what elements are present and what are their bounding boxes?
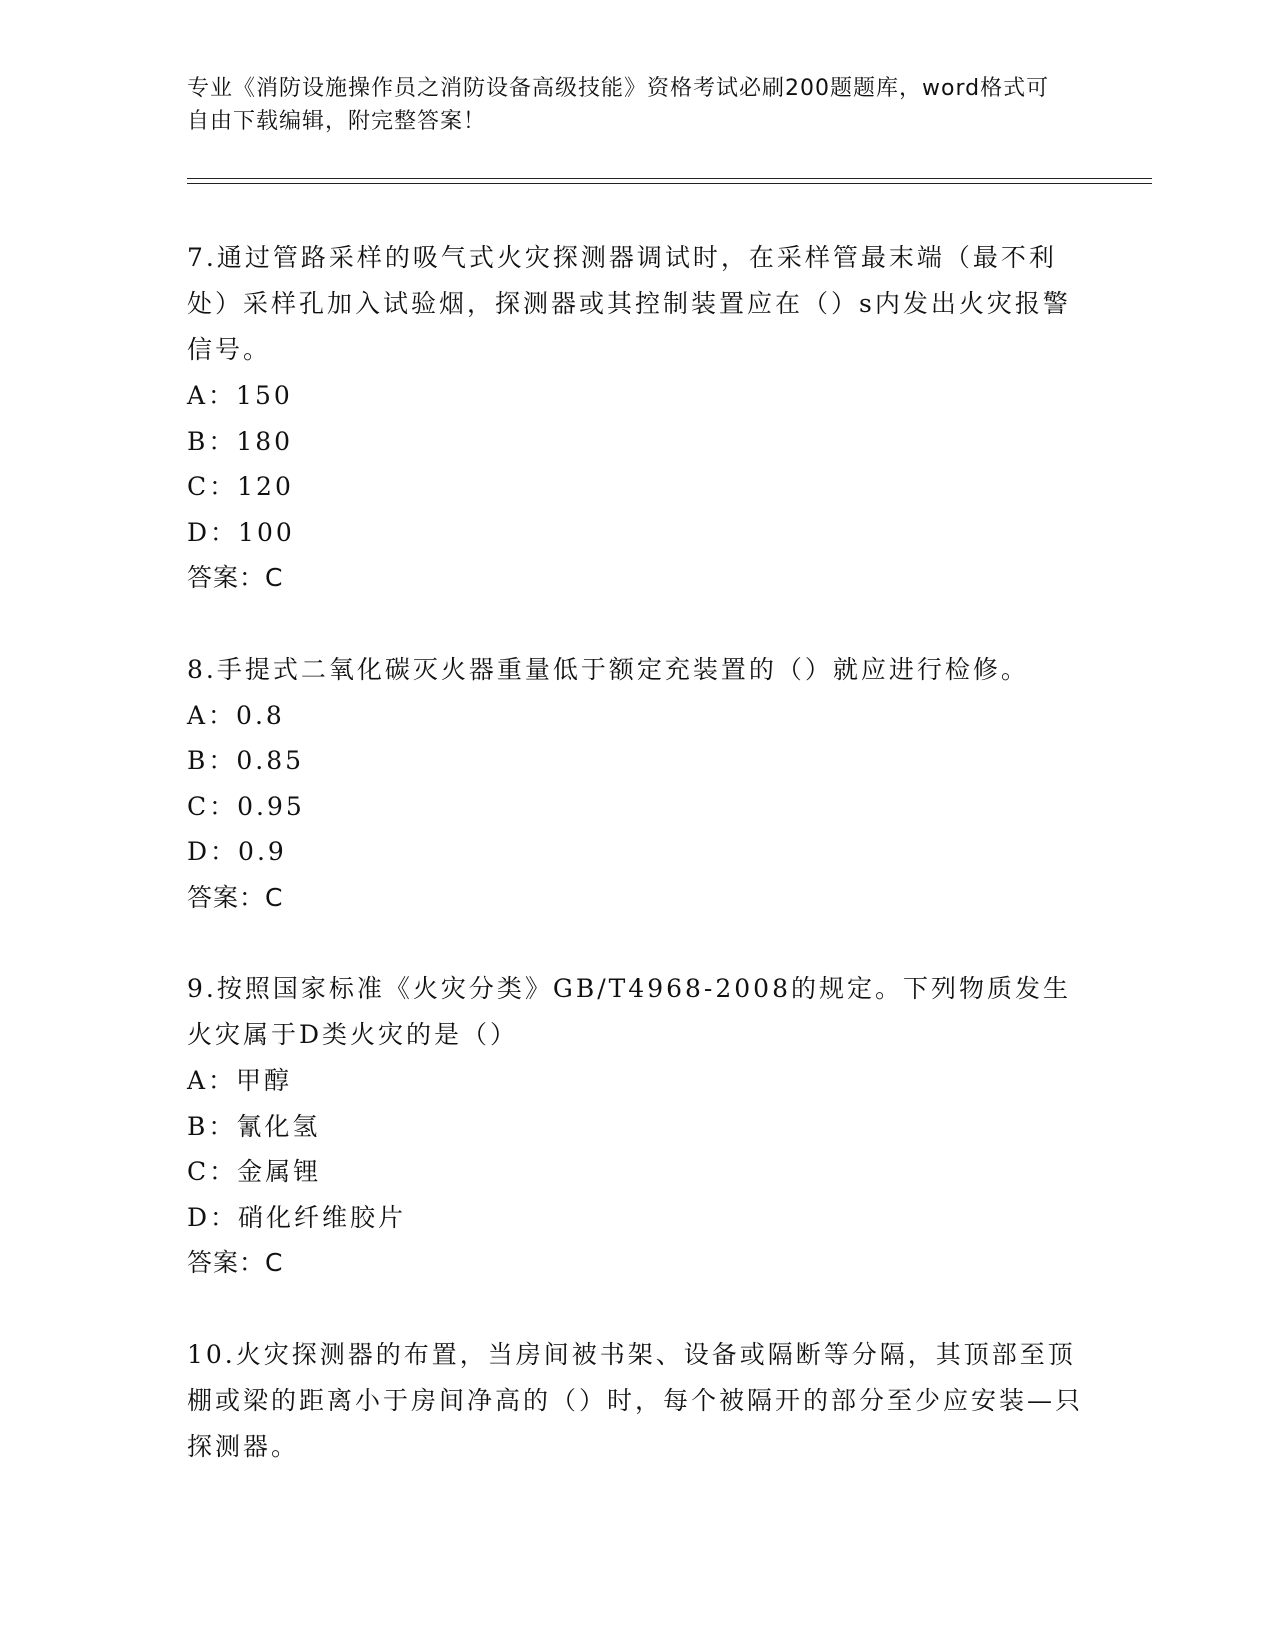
question-7 bbox=[187, 235, 1087, 601]
option-d: D：硝化纤维胶片 bbox=[187, 1202, 407, 1232]
option-b: B：氰化氢 bbox=[187, 1111, 321, 1141]
question-stem: 9.按照国家标准《火灾分类》GB/T4968-2008的规定。下列物质发生火灾属于D类火灾的是（） bbox=[187, 974, 1071, 1049]
answer: 答案：C bbox=[187, 882, 284, 912]
option-a: A：甲醇 bbox=[187, 1066, 293, 1095]
document-header: 专业《消防设施操作员之消防设备高级技能》资格考试必刷200题题库，word格式可自由下载编辑，附完整答案！ bbox=[187, 76, 1050, 134]
question-8 bbox=[187, 647, 1087, 921]
answer: 答案：C bbox=[187, 563, 284, 592]
question-stem: 7.通过管路采样的吸气式火灾探测器调试时，在采样管最末端（最不利处）采样孔加入试验烟，探测器或其控制装置应在（）s内发出火灾报警信号。 bbox=[187, 243, 1071, 364]
option-c: C：金属锂 bbox=[187, 1157, 322, 1186]
question-list bbox=[187, 235, 1087, 1470]
option-c: C：120 bbox=[187, 472, 294, 501]
option-d: D：100 bbox=[187, 517, 295, 547]
option-a: A：0.8 bbox=[187, 700, 285, 730]
question-10 bbox=[187, 1332, 1087, 1470]
answer: 答案：C bbox=[187, 1248, 284, 1277]
option-b: B：180 bbox=[187, 426, 294, 456]
header-rule-top bbox=[187, 178, 1152, 179]
option-d: D：0.9 bbox=[187, 837, 287, 866]
question-stem: 10.火灾探测器的布置，当房间被书架、设备或隔断等分隔，其顶部至顶棚或梁的距离小于房间净高的（）时，每个被隔开的部分至少应安装—只探测器。 bbox=[187, 1339, 1084, 1461]
question-stem: 8.手提式二氧化碳灭火器重量低于额定充装置的（）就应进行检修。 bbox=[187, 654, 1029, 684]
question-9 bbox=[187, 966, 1087, 1286]
option-a: A：150 bbox=[187, 381, 293, 410]
header-rule-bottom bbox=[187, 183, 1152, 184]
option-c: C：0.95 bbox=[187, 791, 305, 821]
option-b: B：0.85 bbox=[187, 746, 305, 775]
